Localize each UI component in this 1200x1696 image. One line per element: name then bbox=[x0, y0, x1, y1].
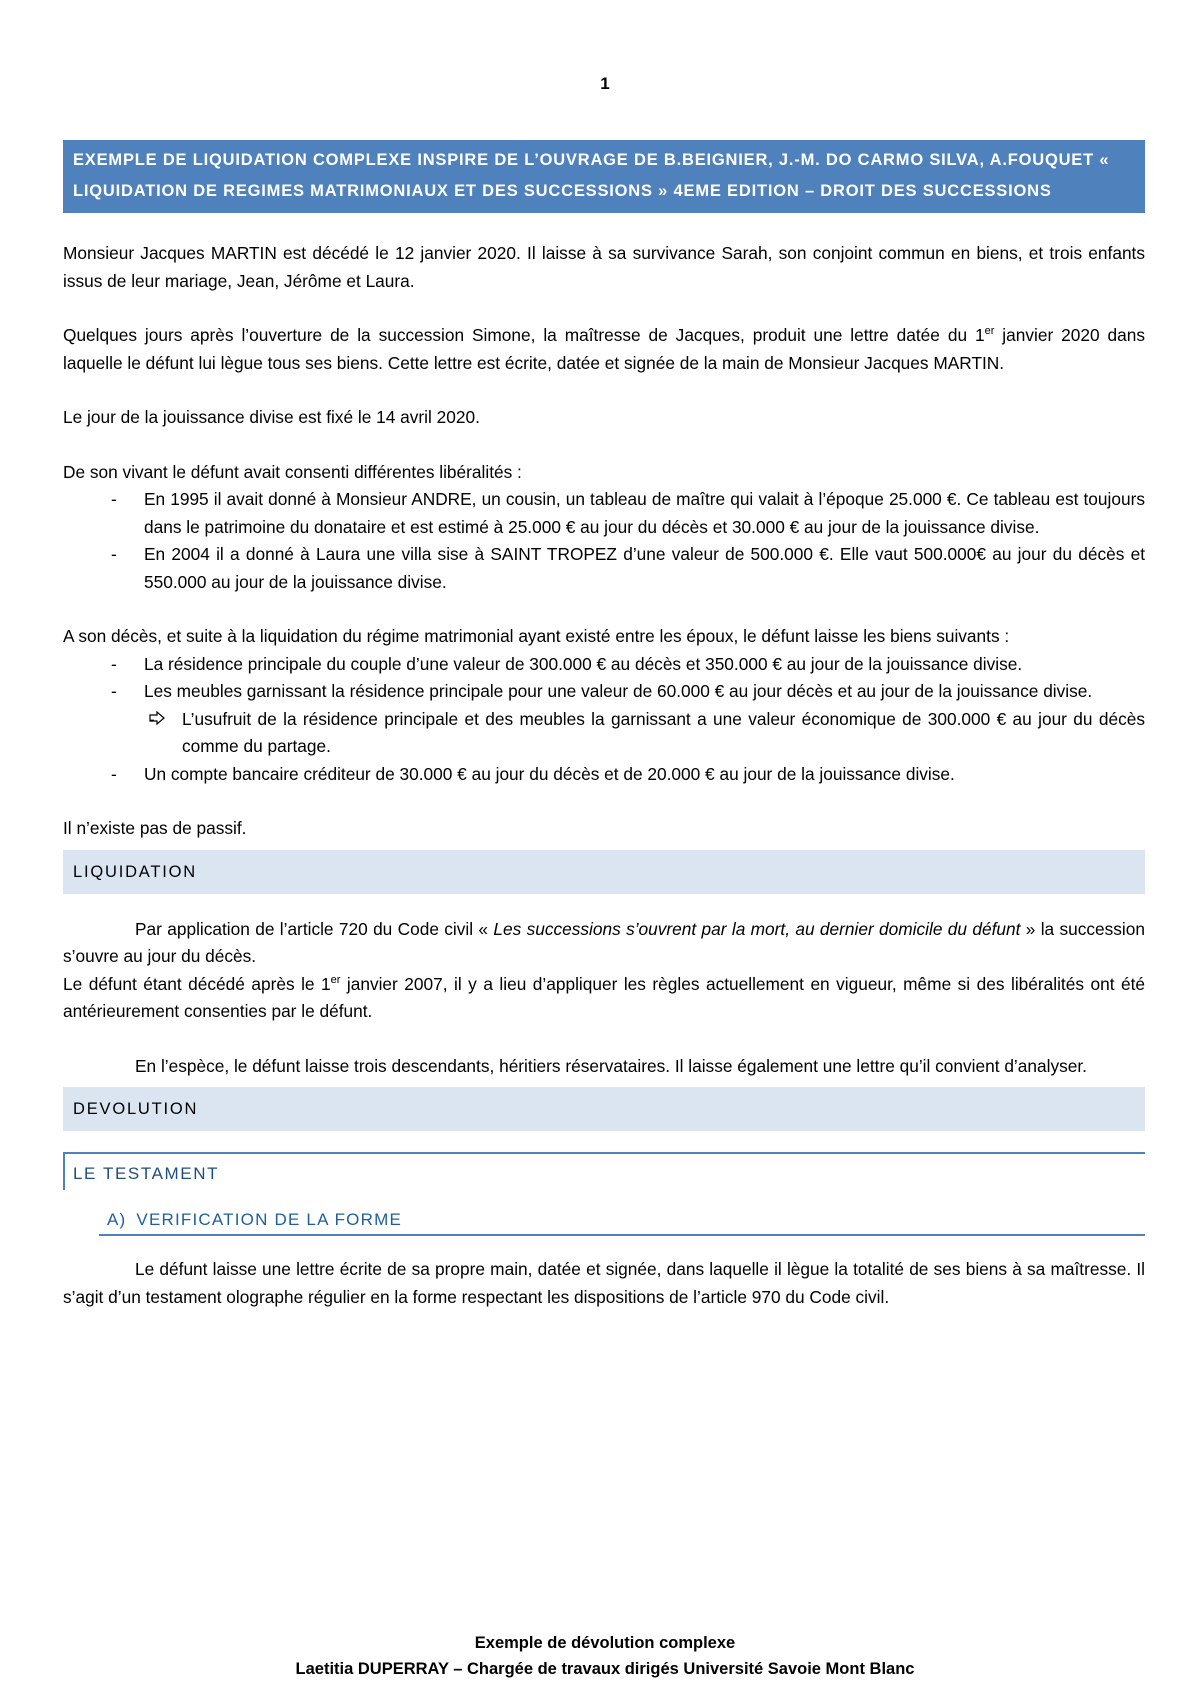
intro-paragraph-6: Il n’existe pas de passif. bbox=[63, 818, 247, 838]
intro-paragraph-4: De son vivant le défunt avait consenti différentes libéralités : bbox=[63, 461, 522, 482]
footer-title: Exemple de dévolution complexe bbox=[474, 1634, 736, 1652]
list-item: - En 2004 il a donné à Laura une villa sise à SAINT TROPEZ d’une valeur de 500.000 €. Elle vaut 500.000€ au jour du décès et 550.000 au jour de la jouissance divise. bbox=[144, 541, 1145, 596]
list-item: - L’usufruit de la résidence principale et des meubles la garnissant a une valeur économique de 300.000 € au jour du décès comme du partage. bbox=[182, 706, 1145, 761]
page-number: 1 bbox=[600, 74, 610, 93]
document-body bbox=[63, 140, 1145, 1311]
arrow-right-icon bbox=[149, 706, 165, 734]
list-item: - Les meubles garnissant la résidence principale pour une valeur de 60.000 € au jour décès et au jour de la jouissance divise. - L’usufruit de la résidence principale et des meubles la garnissant a une valeur économique de 300.000 € au jour du décès comme du partage. bbox=[144, 678, 1145, 761]
intro-paragraph-2: Quelques jours après l’ouverture de la succession Simone, la maîtresse de Jacques, produit une lettre datée du 1er janvier 2020 dans laquelle le défunt lui lègue tous ses biens. Cette lettre est écrite, datée et signée de la main de Monsieur Jacques MARTIN. bbox=[63, 325, 1145, 373]
intro-paragraph-3: Le jour de la jouissance divise est fixé le 14 avril 2020. bbox=[63, 407, 480, 427]
list-item: - En 1995 il avait donné à Monsieur ANDRE, un cousin, un tableau de maître qui valait à l’époque 25.000 €. Ce tableau est toujours dans le patrimoine du donataire et est estimé à 25.000 € au jour du décès et 30.000 € au jour de la jouissance divise. bbox=[144, 486, 1145, 541]
usufruit-sublist bbox=[144, 706, 1145, 761]
heading-verification-forme: A) VERIFICATION DE LA FORME bbox=[99, 1210, 1145, 1236]
list-item: - Un compte bancaire créditeur de 30.000 € au jour du décès et de 20.000 € au jour de la jouissance divise. bbox=[144, 761, 1145, 789]
liquidation-paragraph-2: Le défunt étant décédé après le 1er janvier 2007, il y a lieu d’appliquer les règles actuellement en vigueur, même si des libéralités ont été antérieurement consenties par le défunt. bbox=[63, 973, 1146, 1021]
liquidation-paragraph-3: En l’espèce, le défunt laisse trois descendants, héritiers réservataires. Il laisse également une lettre qu’il convient d’analyser. bbox=[135, 1055, 1087, 1076]
section-heading-devolution: DEVOLUTION bbox=[63, 1087, 1145, 1131]
liquidation-paragraph-1: Par application de l’article 720 du Code civil « Les successions s’ouvrent par la mort, au dernier domicile du défunt » la succession s’ouvre au jour du décès. bbox=[63, 918, 1145, 966]
section-heading-liquidation: LIQUIDATION bbox=[63, 850, 1145, 894]
biens-list bbox=[63, 651, 1145, 789]
intro-paragraph-5: A son décès, et suite à la liquidation du régime matrimonial ayant existé entre les époux, le défunt laisse les biens suivants : bbox=[63, 626, 1010, 646]
document-title: EXEMPLE DE LIQUIDATION COMPLEXE INSPIRE DE L’OUVRAGE DE B.BEIGNIER, J.-M. DO CARMO SILVA, A.FOUQUET « LIQUIDATION DE REGIMES MATRIMONIAUX ET DES SUCCESSIONS » 4EME EDITION – DROIT DES SUCCESSIONS bbox=[63, 140, 1145, 213]
liberalites-list bbox=[63, 486, 1145, 596]
heading-testament: LE TESTAMENT bbox=[63, 1152, 1145, 1190]
list-item: - La résidence principale du couple d’une valeur de 300.000 € au décès et 350.000 € au jour de la jouissance divise. bbox=[144, 651, 1145, 679]
intro-paragraph-1: Monsieur Jacques MARTIN est décédé le 12 janvier 2020. Il laisse à sa survivance Sarah, son conjoint commun en biens, et trois enfants issus de leur mariage, Jean, Jérôme et Laura. bbox=[63, 243, 1145, 291]
footer-author: Laetitia DUPERRAY – Chargée de travaux dirigés Université Savoie Mont Blanc bbox=[295, 1660, 915, 1678]
page-footer bbox=[0, 1630, 1200, 1682]
testament-paragraph-1: Le défunt laisse une lettre écrite de sa propre main, datée et signée, dans laquelle il lègue la totalité de ses biens à sa maîtresse. Il s’agit d’un testament olographe régulier en la forme respectant les dispositions de l’article 970 du Code civil. bbox=[63, 1259, 1145, 1307]
